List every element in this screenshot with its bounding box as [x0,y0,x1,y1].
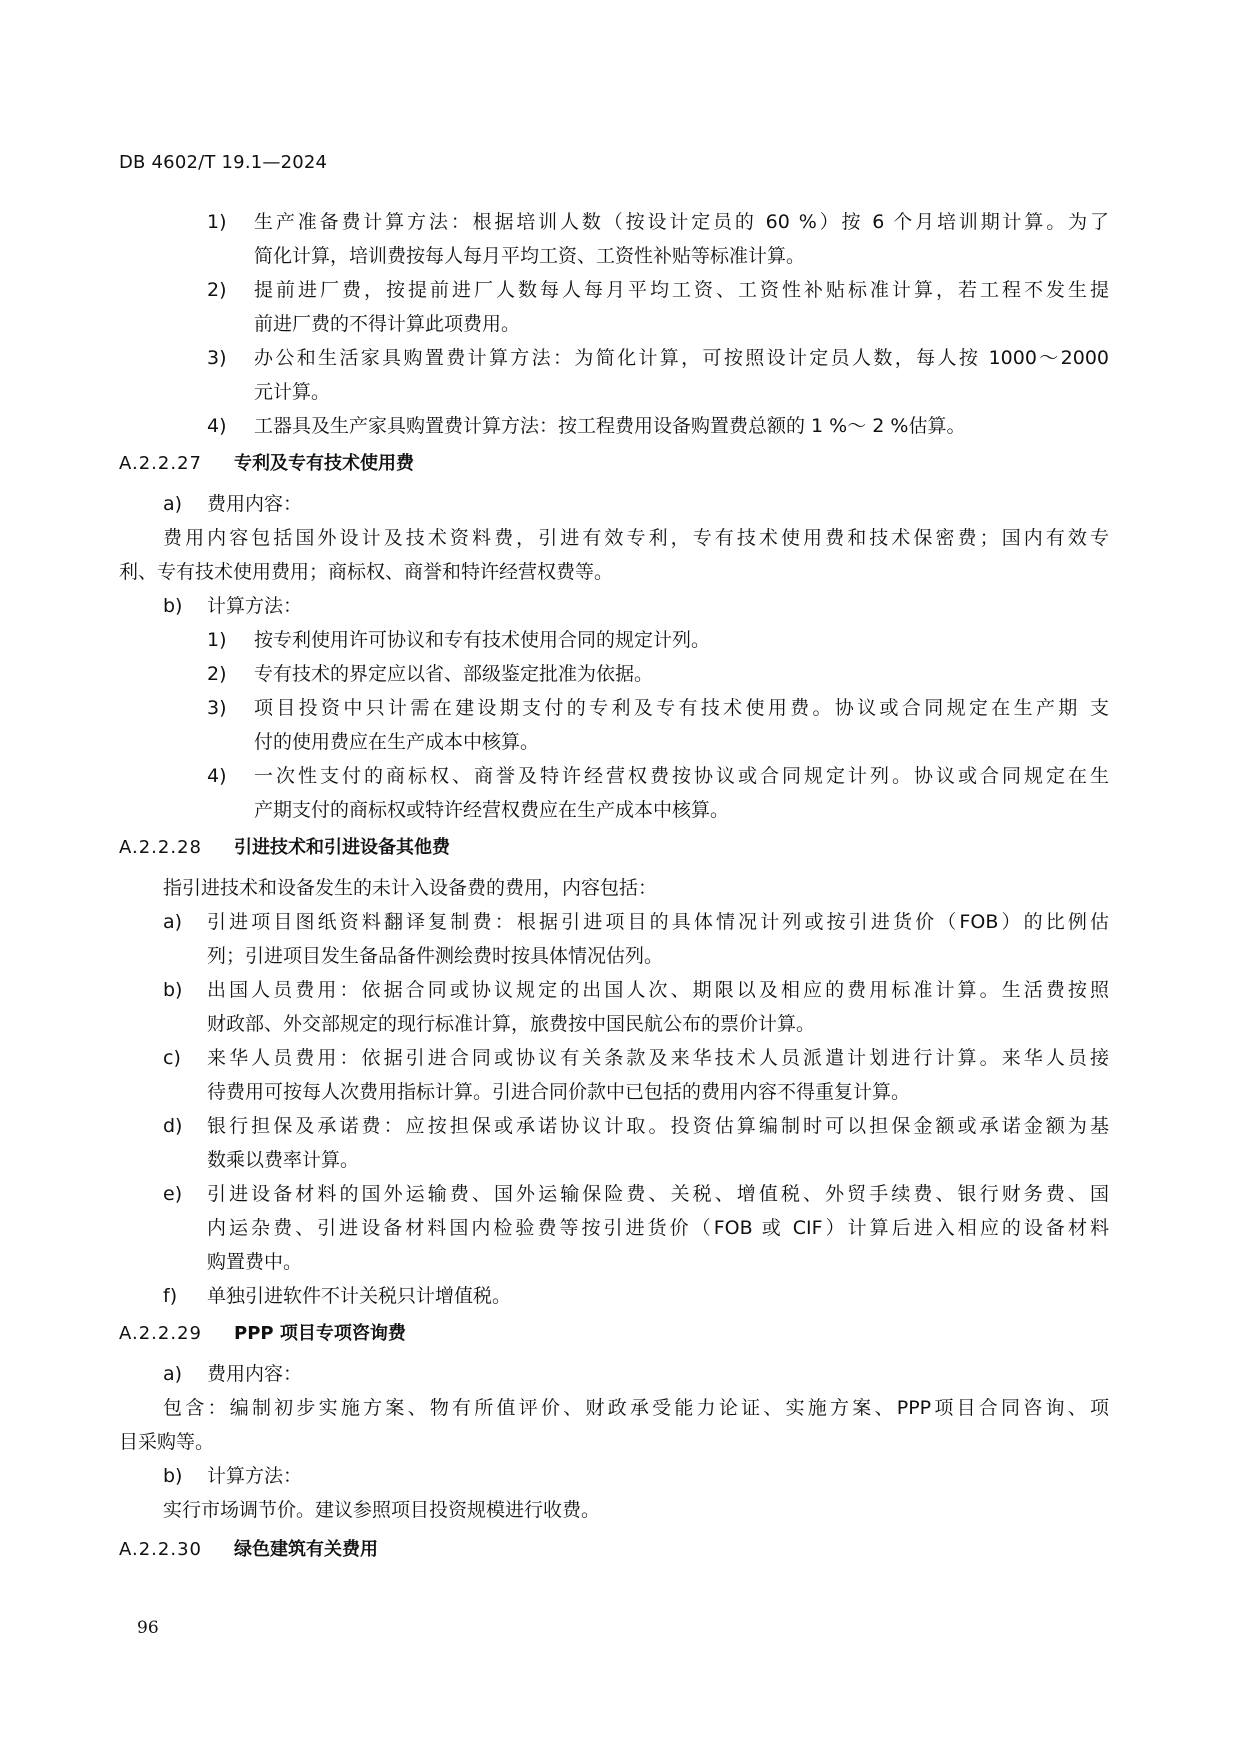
sub-item-text: 出国人员费用：依据合同或协议规定的出国人次、期限以及相应的费用标准计算。生活费按照 [207,979,1109,1001]
sub-item-mark: f) [163,1285,178,1307]
item-text: 办公和生活家具购置费计算方法：为简化计算，可按照设计定员人数，每人按 1000～2000 [254,347,1109,369]
list-item [119,273,1119,307]
section-number: A.2.2.27 [119,453,202,474]
sub-item [119,487,1119,521]
sub-item [119,1109,1119,1143]
list-item [119,623,1119,657]
sub-item-text: 银行担保及承诺费：应按担保或承诺协议计取。投资估算编制时可以担保金额或承诺金额为基 [207,1115,1109,1137]
item-text: 简化计算，培训费按每人每月平均工资、工资性补贴等标准计算。 [254,245,806,267]
list-item [119,409,1119,443]
item-text: 专有技术的界定应以省、部级鉴定批准为依据。 [254,663,654,685]
item-text: 提前进厂费，按提前进厂人数每人每月平均工资、工资性补贴标准计算，若工程不发生提 [254,279,1109,301]
list-item [119,759,1119,793]
item-number: 3) [207,347,227,369]
section-number: A.2.2.28 [119,837,202,858]
list-item [119,341,1119,375]
paragraph-text: 包含：编制初步实施方案、物有所值评价、财政承受能力论证、实施方案、PPP项目合同咨询、项 [163,1397,1109,1419]
paragraph-line [119,871,1119,905]
item-number: 2) [207,279,227,301]
sub-item-mark: d) [163,1115,183,1137]
list-item [119,205,1119,239]
list-item-continuation [119,375,1119,409]
page-content [119,205,1119,1567]
list-item [119,691,1119,725]
item-text: 工器具及生产家具购置费计算方法：按工程费用设备购置费总额的 1 %～ 2 %估算。 [254,415,966,437]
paragraph-text: 目采购等。 [119,1431,215,1453]
item-text: 生产准备费计算方法：根据培训人数（按设计定员的 60 %）按 6 个月培训期计算。为了 [254,211,1109,233]
paragraph-text: 费用内容包括国外设计及技术资料费，引进有效专利，专有技术使用费和技术保密费；国内有效专 [163,527,1109,549]
sub-item-mark: c) [163,1047,181,1069]
sub-item-label: 计算方法： [207,595,303,617]
sub-item-text: 来华人员费用：依据引进合同或协议有关条款及来华技术人员派遣计划进行计算。来华人员接 [207,1047,1109,1069]
sub-item-mark: e) [163,1183,183,1205]
sub-item-mark: b) [163,595,183,617]
sub-item-mark: a) [163,911,183,933]
sub-item-continuation [119,1075,1119,1109]
sub-item-text: 财政部、外交部规定的现行标准计算，旅费按中国民航公布的票价计算。 [207,1013,816,1035]
sub-item [119,589,1119,623]
sub-item-continuation [119,1245,1119,1279]
item-number: 4) [207,765,227,787]
item-number: 3) [207,697,227,719]
sub-item-text: 数乘以费率计算。 [207,1149,360,1171]
item-text: 前进厂费的不得计算此项费用。 [254,313,521,335]
paragraph-text: 利、专有技术使用费用；商标权、商誉和特许经营权费等。 [119,561,614,583]
paragraph-text: 实行市场调节价。建议参照项目投资规模进行收费。 [163,1499,601,1521]
sub-item-text: 待费用可按每人次费用指标计算。引进合同价款中已包括的费用内容不得重复计算。 [207,1081,911,1103]
sub-item [119,1177,1119,1211]
sub-item-mark: a) [163,493,183,515]
item-number: 1) [207,629,227,651]
item-text: 按专利使用许可协议和专有技术使用合同的规定计列。 [254,629,711,651]
sub-item-text: 引进设备材料的国外运输费、国外运输保险费、关税、增值税、外贸手续费、银行财务费、国 [207,1183,1109,1205]
sub-item [119,905,1119,939]
sub-item-continuation [119,1143,1119,1177]
sub-item [119,1357,1119,1391]
item-text: 元计算。 [254,381,331,403]
document-code: DB 4602/T 19.1—2024 [119,152,328,173]
sub-item-label: 计算方法： [207,1465,303,1487]
list-item-continuation [119,307,1119,341]
sub-item-label: 费用内容： [207,493,303,515]
sub-item-text: 列；引进项目发生备品备件测绘费时按具体情况估列。 [207,945,664,967]
item-text: 付的使用费应在生产成本中核算。 [254,731,540,753]
section-heading [119,1317,1119,1351]
paragraph-line [119,1391,1119,1425]
sub-item-continuation [119,1007,1119,1041]
list-item-continuation [119,239,1119,273]
list-item-continuation [119,725,1119,759]
section-title: PPP 项目专项咨询费 [234,1323,406,1344]
sub-item-text: 购置费中。 [207,1251,303,1273]
paragraph-line [119,521,1119,555]
section-heading [119,447,1119,481]
sub-item-label: 费用内容： [207,1363,303,1385]
paragraph-line [119,555,1119,589]
sub-item [119,1041,1119,1075]
item-number: 2) [207,663,227,685]
section-number: A.2.2.29 [119,1323,202,1344]
sub-item [119,1459,1119,1493]
list-item-continuation [119,793,1119,827]
sub-item-continuation [119,1211,1119,1245]
section-heading [119,831,1119,865]
item-number: 4) [207,415,227,437]
item-text: 项目投资中只计需在建设期支付的专利及专有技术使用费。协议或合同规定在生产期 支 [254,697,1109,719]
item-text: 产期支付的商标权或特许经营权费应在生产成本中核算。 [254,799,730,821]
sub-item-text: 引进项目图纸资料翻译复制费：根据引进项目的具体情况计列或按引进货价（FOB）的比例估 [207,911,1109,933]
list-item [119,657,1119,691]
sub-item-mark: a) [163,1363,183,1385]
sub-item-mark: b) [163,1465,183,1487]
item-text: 一次性支付的商标权、商誉及特许经营权费按协议或合同规定计列。协议或合同规定在生 [254,765,1109,787]
paragraph-line [119,1425,1119,1459]
page-number: 96 [137,1618,159,1638]
section-title: 专利及专有技术使用费 [234,453,414,474]
paragraph-line [119,1493,1119,1527]
sub-item-mark: b) [163,979,183,1001]
sub-item [119,1279,1119,1313]
sub-item-continuation [119,939,1119,973]
sub-item-text: 内运杂费、引进设备材料国内检验费等按引进货价（FOB 或 CIF）计算后进入相应的设备材料 [207,1217,1109,1239]
sub-item [119,973,1119,1007]
section-title: 引进技术和引进设备其他费 [234,837,450,858]
section-number: A.2.2.30 [119,1539,202,1560]
section-heading [119,1533,1119,1567]
item-number: 1) [207,211,227,233]
section-title: 绿色建筑有关费用 [234,1539,378,1560]
paragraph-text: 指引进技术和设备发生的未计入设备费的费用，内容包括： [163,877,658,899]
sub-item-text: 单独引进软件不计关税只计增值税。 [207,1285,512,1307]
